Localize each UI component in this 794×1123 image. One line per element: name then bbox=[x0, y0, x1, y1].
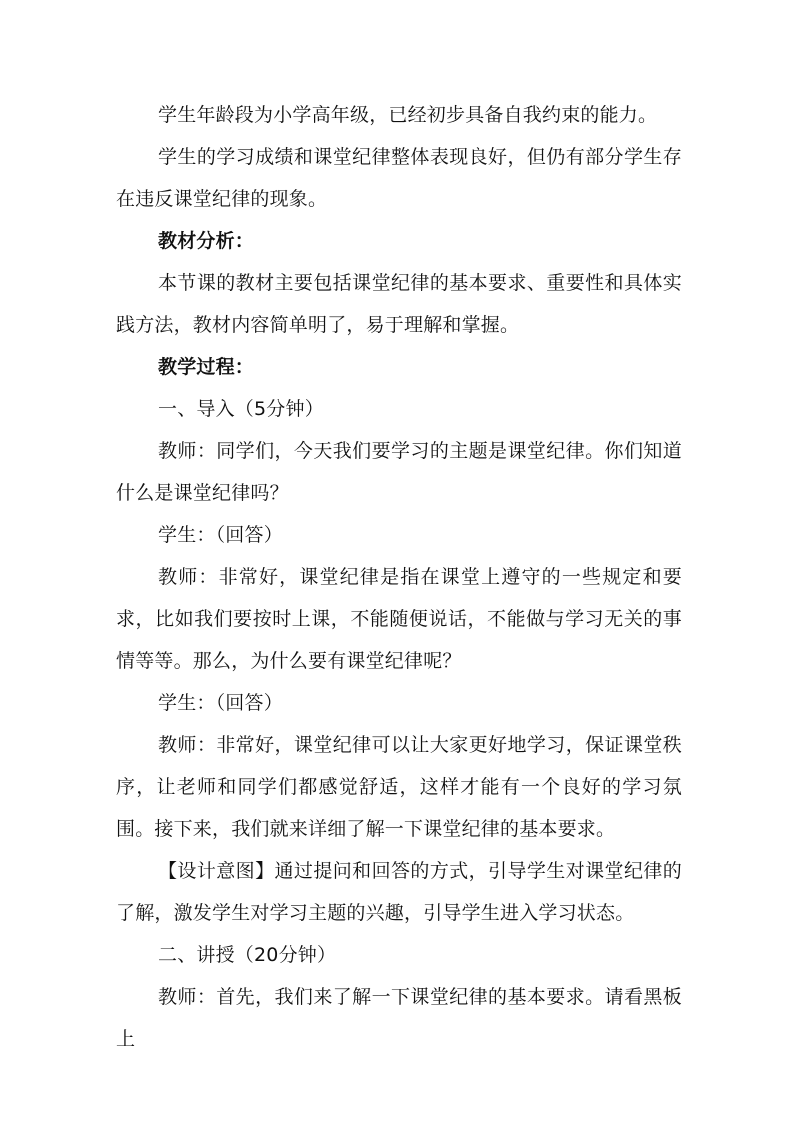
paragraph-student-age: 学生年龄段为小学高年级，已经初步具备自我约束的能力。 bbox=[158, 104, 658, 126]
heading-teaching-process: 教学过程： bbox=[158, 356, 255, 378]
section-introduction: 一、导入（5分钟） bbox=[158, 398, 324, 420]
paragraph-design-intent: 【设计意图】通过提问和回答的方式，引导学生对课堂纪律的了解，激发学生对学习主题的兴趣，引导学生进入学习状态。 bbox=[116, 860, 682, 924]
paragraph-teacher-explain-1: 教师：非常好，课堂纪律是指在课堂上遵守的一些规定和要求，比如我们要按时上课，不能随便说话，不能做与学习无关的事情等等。那么，为什么要有课堂纪律呢？ bbox=[116, 566, 682, 672]
section-lecture: 二、讲授（20分钟） bbox=[158, 944, 337, 966]
paragraph-student-performance: 学生的学习成绩和课堂纪律整体表现良好，但仍有部分学生存在违反课堂纪律的现象。 bbox=[116, 146, 682, 210]
document-body bbox=[116, 94, 682, 1060]
heading-material-analysis: 教材分析： bbox=[158, 230, 255, 252]
paragraph-student-answer-2: 学生：（回答） bbox=[158, 692, 283, 714]
paragraph-teacher-explain-2: 教师：非常好，课堂纪律可以让大家更好地学习，保证课堂秩序，让老师和同学们都感觉舒适，这样才能有一个良好的学习氛围。接下来，我们就来详细了解一下课堂纪律的基本要求。 bbox=[116, 734, 682, 840]
paragraph-student-answer-1: 学生：（回答） bbox=[158, 524, 283, 546]
paragraph-teacher-question-1: 教师：同学们，今天我们要学习的主题是课堂纪律。你们知道什么是课堂纪律吗？ bbox=[116, 440, 682, 504]
paragraph-material-content: 本节课的教材主要包括课堂纪律的基本要求、重要性和具体实践方法，教材内容简单明了，易于理解和掌握。 bbox=[116, 272, 682, 336]
paragraph-teacher-lecture: 教师：首先，我们来了解一下课堂纪律的基本要求。请看黑板上 bbox=[116, 986, 682, 1050]
